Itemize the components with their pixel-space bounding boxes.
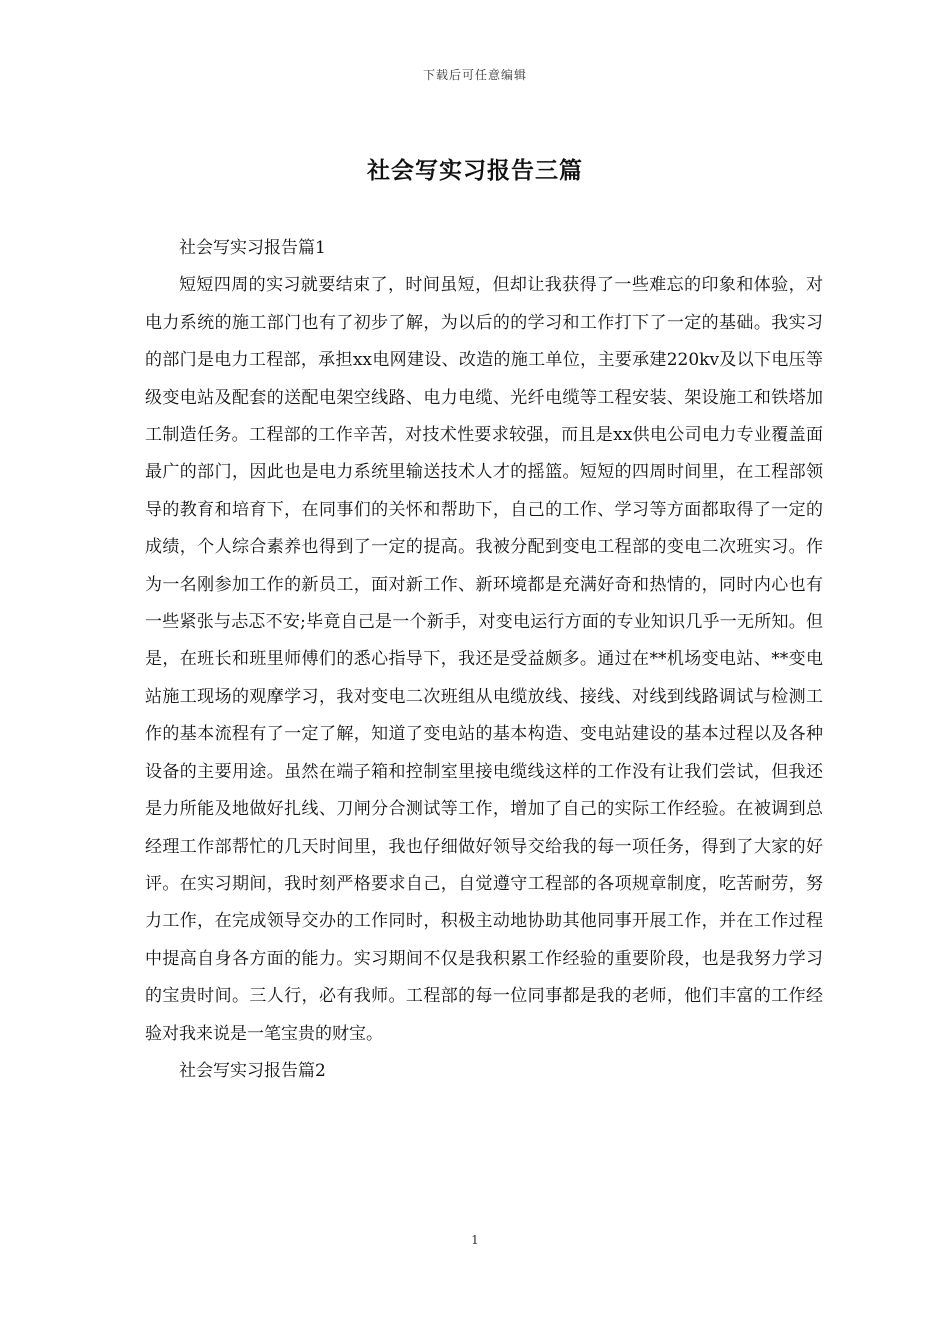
page-number: 1	[471, 1233, 479, 1247]
document-title: 社会写实习报告三篇	[367, 157, 583, 184]
header-note: 下载后可任意编辑	[422, 68, 527, 82]
section-1-paragraph: 短短四周的实习就要结束了，时间虽短，但却让我获得了一些难忘的印象和体验，对电力系统的施工部门也有了初步了解，为以后的的学习和工作打下了一定的基础。我实习的部门是电力工程部，承担xx电网建设、改造的施工单位，主要承建220kv及以下电压等级变电站及配套的送配电架空线路、电力电缆、光纤电缆等工程安装、架设施工和铁塔加工制造任务。工程部的工作辛苦，对技术性要求较强，而且是xx供电公司电力专业覆盖面最广的部门，因此也是电力系统里输送技术人才的摇篮。短短的四周时间里，在工程部领导的教育和培育下，在同事们的关怀和帮助下，自己的工作、学习等方面都取得了一定的成绩，个人综合素养也得到了一定的提高。我被分配到变电工程部的变电二次班实习。作为一名刚参加工作的新员工，面对新工作、新环境都是充满好奇和热情的，同时内心也有一些紧张与忐忑不安;毕竟自己是一个新手，对变电运行方面的专业知识几乎一无所知。但是，在班长和班里师傅们的悉心指导下，我还是受益颇多。通过在**机场变电站、**变电站施工现场的观摩学习，我对变电二次班组从电缆放线、接线、对线到线路调试与检测工作的基本流程有了一定了解，知道了变电站的基本构造、变电站建设的基本过程以及各种设备的主要用途。虽然在端子箱和控制室里接电缆线这样的工作没有让我们尝试，但我还是力所能及地做好扎线、刀闸分合测试等工作，增加了自己的实际工作经验。在被调到总经理工作部帮忙的几天时间里，我也仔细做好领导交给我的每一项任务，得到了大家的好评。在实习期间，我时刻严格要求自己，自觉遵守工程部的各项规章制度，吃苦耐劳，努力工作，在完成领导交办的工作同时，积极主动地协助其他同事开展工作，并在工作过程中提高自身各方面的能力。实习期间不仅是我积累工作经验的重要阶段，也是我努力学习的宝贵时间。三人行，必有我师。工程部的每一位同事都是我的老师，他们丰富的工作经验对我来说是一笔宝贵的财宝。	[145, 275, 823, 1044]
section-1-heading: 社会写实习报告篇1	[179, 238, 326, 258]
document-content	[145, 230, 823, 1090]
section-2-heading: 社会写实习报告篇2	[179, 1060, 326, 1081]
